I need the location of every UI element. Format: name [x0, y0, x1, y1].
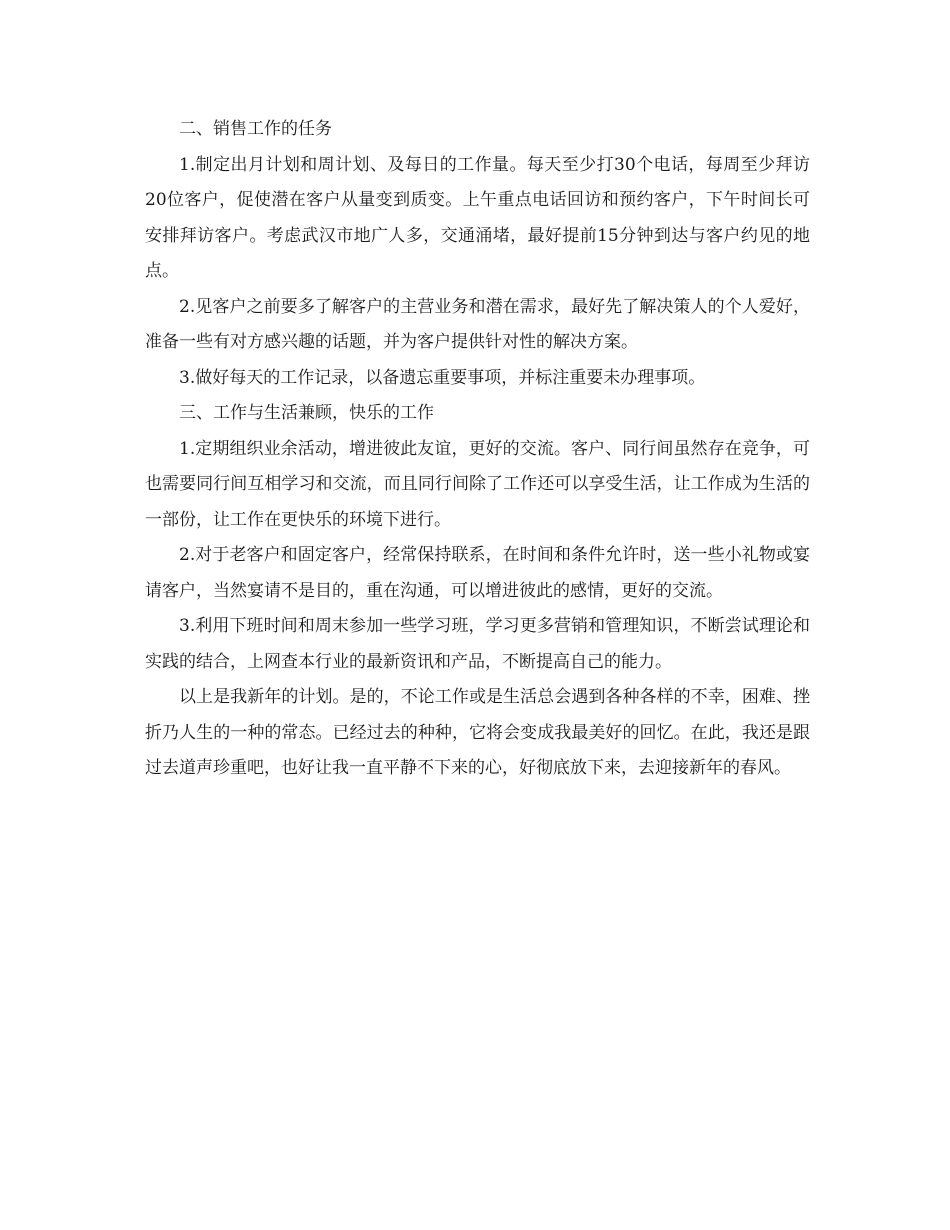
paragraph-leisure-activities: 1.定期组织业余活动，增进彼此友谊，更好的交流。客户、同行间虽然存在竞争，可也需要同行间互相学习和交流，而且同行间除了工作还可以享受生活，让工作成为生活的一部份，让工作在更快乐的环境下进行。 — [145, 438, 810, 530]
section-heading-sales-tasks: 二、销售工作的任务 — [179, 119, 332, 139]
document-body — [145, 112, 810, 787]
paragraph-monthly-weekly-plan: 1.制定出月计划和周计划、及每日的工作量。每天至少打30个电话，每周至少拜访20位客户，促使潜在客户从量变到质变。上午重点电话回访和预约客户，下午时间长可安排拜访客户。考虑武汉市地广人多，交通涌堵，最好提前15分钟到达与客户约见的地点。 — [145, 154, 810, 281]
paragraph-work-records: 3.做好每天的工作记录，以备遗忘重要事项，并标注重要未办理事项。 — [179, 367, 706, 388]
section-heading-work-life-balance: 三、工作与生活兼顾，快乐的工作 — [179, 403, 434, 423]
paragraph-study-classes: 3.利用下班时间和周末参加一些学习班，学习更多营销和管理知识，不断尝试理论和实践的结合，上网查本行业的最新资讯和产品，不断提高自己的能力。 — [145, 616, 810, 672]
paragraph-closing: 以上是我新年的计划。是的，不论工作或是生活总会遇到各种各样的不幸，困难、挫折乃人生的一种的常态。已经过去的种种，它将会变成我最美好的回忆。在此，我还是跟过去道声珍重吧，也好让我一直平静不下来的心，好彻底放下来，去迎接新年的春风。 — [145, 687, 810, 778]
paragraph-client-research: 2.见客户之前要多了解客户的主营业务和潜在需求，最好先了解决策人的个人爱好，准备一些有对方感兴趣的话题，并为客户提供针对性的解决方案。 — [145, 296, 810, 352]
paragraph-regular-clients: 2.对于老客户和固定客户，经常保持联系，在时间和条件允许时，送一些小礼物或宴请客户，当然宴请不是目的，重在沟通，可以增进彼此的感情，更好的交流。 — [145, 545, 810, 601]
